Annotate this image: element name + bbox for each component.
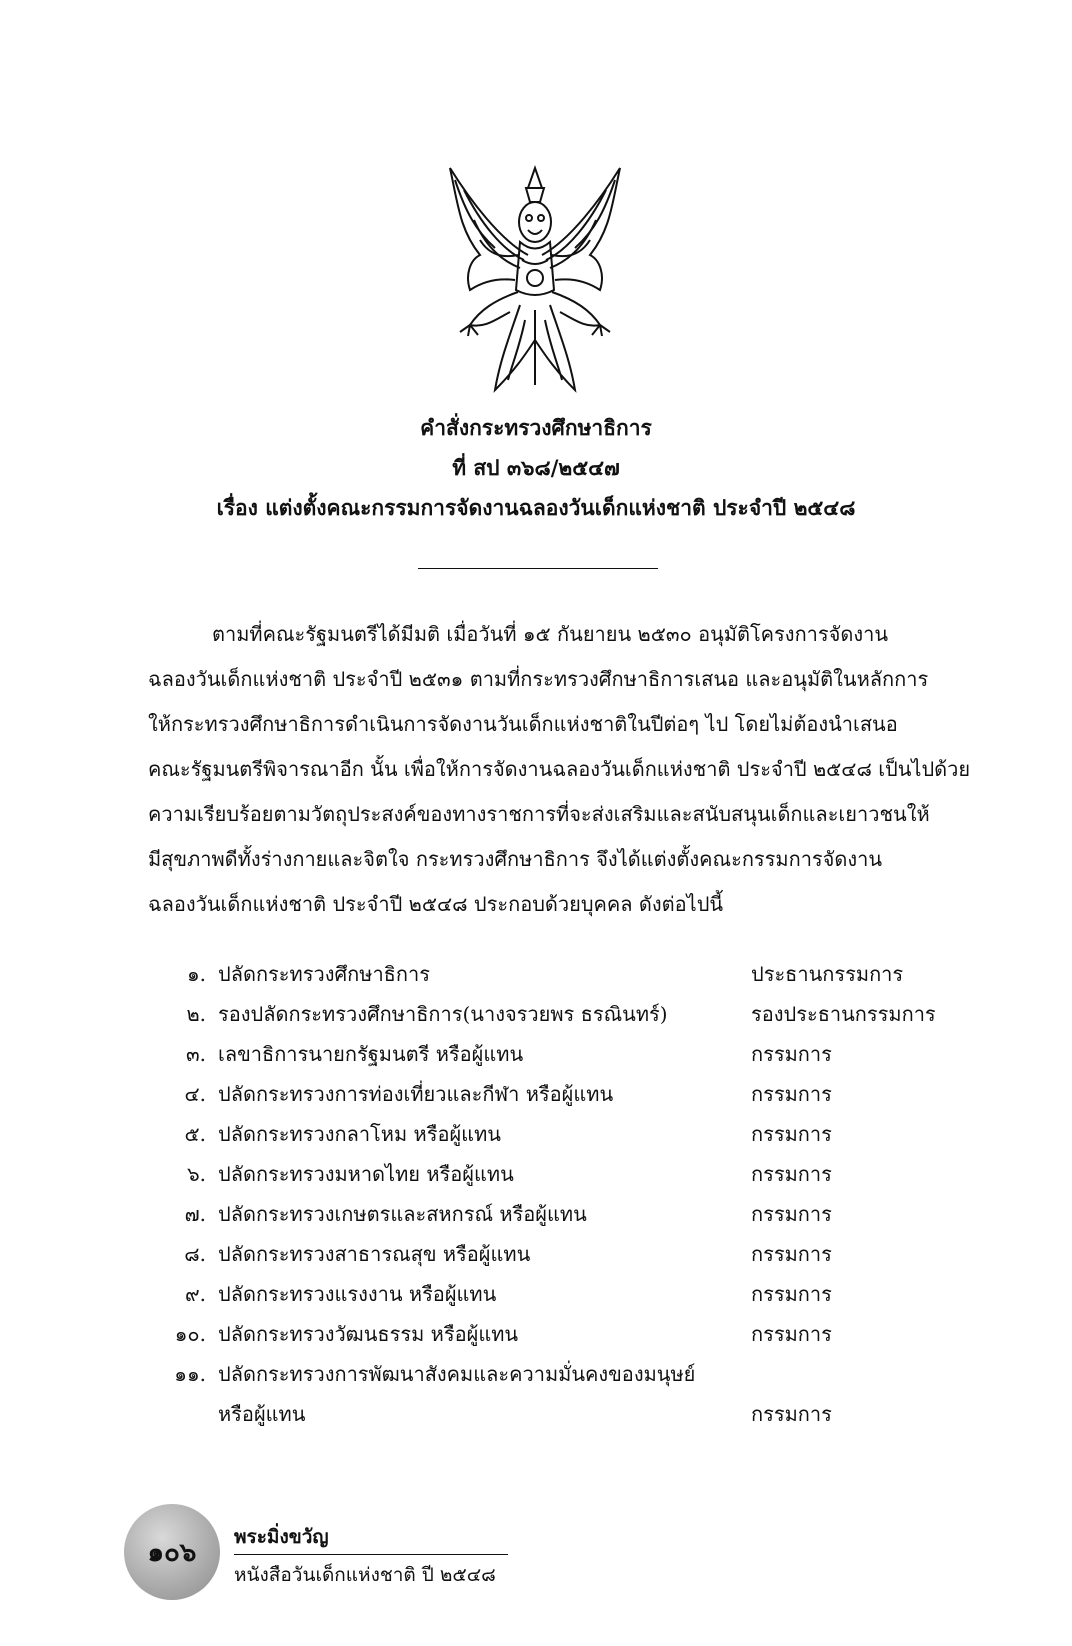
footer-subtitle: หนังสือวันเด็กแห่งชาติ ปี ๒๕๔๘ <box>234 1564 496 1586</box>
member-name: ปลัดกระทรวงแรงงาน หรือผู้แทน <box>218 1282 497 1306</box>
list-item <box>0 1158 1072 1198</box>
list-item <box>0 1238 1072 1278</box>
page-number: ๑๐๖ <box>147 1537 197 1568</box>
member-number: ๘. <box>184 1242 206 1266</box>
member-role: กรรมการ <box>751 1282 832 1306</box>
member-number: ๑๐. <box>174 1322 206 1346</box>
list-item <box>0 1358 1072 1398</box>
footer-divider <box>234 1554 508 1555</box>
garuda-emblem-icon <box>440 160 630 395</box>
member-number: ๗. <box>184 1202 206 1226</box>
list-item <box>0 1038 1072 1078</box>
list-item <box>0 998 1072 1038</box>
member-name: หรือผู้แทน <box>218 1402 306 1426</box>
member-name: เลขาธิการนายกรัฐมนตรี หรือผู้แทน <box>218 1042 524 1066</box>
member-name: ปลัดกระทรวงเกษตรและสหกรณ์ หรือผู้แทน <box>218 1202 587 1226</box>
member-role: ประธานกรรมการ <box>751 962 904 986</box>
list-item <box>0 1078 1072 1118</box>
member-name: ปลัดกระทรวงมหาดไทย หรือผู้แทน <box>218 1162 514 1186</box>
body-line: คณะรัฐมนตรีพิจารณาอีก นั้น เพื่อให้การจัดงานฉลองวันเด็กแห่งชาติ ประจำปี ๒๕๔๘ เป็นไปด้วย <box>148 757 971 781</box>
body-line: ให้กระทรวงศึกษาธิการดำเนินการจัดงานวันเด็กแห่งชาติในปีต่อๆ ไป โดยไม่ต้องนำเสนอ <box>148 712 898 736</box>
list-item <box>0 1198 1072 1238</box>
header-divider <box>418 568 658 569</box>
member-role: กรรมการ <box>751 1322 832 1346</box>
page-number-badge <box>124 1504 220 1600</box>
member-name: ปลัดกระทรวงกลาโหม หรือผู้แทน <box>218 1122 501 1146</box>
member-name: ปลัดกระทรวงวัฒนธรรม หรือผู้แทน <box>218 1322 519 1346</box>
member-number: ๒. <box>186 1002 206 1026</box>
list-item <box>0 958 1072 998</box>
member-number: ๕. <box>184 1122 206 1146</box>
member-number: ๓. <box>185 1042 206 1066</box>
member-role: กรรมการ <box>751 1402 832 1426</box>
member-role: กรรมการ <box>751 1042 832 1066</box>
order-subject: เรื่อง แต่งตั้งคณะกรรมการจัดงานฉลองวันเด็กแห่งชาติ ประจำปี ๒๕๔๘ <box>216 495 856 520</box>
member-number: ๑. <box>186 962 206 986</box>
order-body <box>148 612 971 927</box>
order-title: คำสั่งกระทรวงศึกษาธิการ <box>420 415 652 440</box>
member-role: กรรมการ <box>751 1162 832 1186</box>
list-item <box>0 1118 1072 1158</box>
list-item <box>0 1398 1072 1438</box>
member-name: ปลัดกระทรวงการพัฒนาสังคมและความมั่นคงของมนุษย์ <box>218 1362 696 1386</box>
body-line: ฉลองวันเด็กแห่งชาติ ประจำปี ๒๕๓๑ ตามที่กระทรวงศึกษาธิการเสนอ และอนุมัติในหลักการ <box>148 667 929 691</box>
list-item <box>0 1318 1072 1358</box>
member-name: ปลัดกระทรวงศึกษาธิการ <box>218 962 430 986</box>
list-item <box>0 1278 1072 1318</box>
footer-title: พระมิ่งขวัญ <box>234 1526 329 1548</box>
member-number: ๑๑. <box>174 1362 206 1386</box>
member-number: ๙. <box>184 1282 206 1306</box>
body-line: ฉลองวันเด็กแห่งชาติ ประจำปี ๒๕๔๘ ประกอบด้วยบุคคล ดังต่อไปนี้ <box>148 892 724 916</box>
member-role: กรรมการ <box>751 1242 832 1266</box>
member-number: ๖. <box>186 1162 206 1186</box>
body-line: ความเรียบร้อยตามวัตถุประสงค์ของทางราชการที่จะส่งเสริมและสนับสนุนเด็กและเยาวชนให้ <box>148 802 930 826</box>
member-role: รองประธานกรรมการ <box>751 1002 936 1026</box>
order-header <box>0 408 1072 528</box>
order-number: ที่ สป ๓๖๘/๒๕๔๗ <box>452 455 620 480</box>
member-name: ปลัดกระทรวงสาธารณสุข หรือผู้แทน <box>218 1242 531 1266</box>
member-name: ปลัดกระทรวงการท่องเที่ยวและกีฬา หรือผู้แทน <box>218 1082 614 1106</box>
member-role: กรรมการ <box>751 1122 832 1146</box>
member-role: กรรมการ <box>751 1082 832 1106</box>
member-name: รองปลัดกระทรวงศึกษาธิการ(นางจรวยพร ธรณินทร์) <box>218 1002 668 1026</box>
body-line: ตามที่คณะรัฐมนตรีได้มีมติ เมื่อวันที่ ๑๕ กันยายน ๒๕๓๐ อนุมัติโครงการจัดงาน <box>212 622 889 646</box>
member-role: กรรมการ <box>751 1202 832 1226</box>
member-number: ๔. <box>184 1082 206 1106</box>
body-line: มีสุขภาพดีทั้งร่างกายและจิตใจ กระทรวงศึกษาธิการ จึงได้แต่งตั้งคณะกรรมการจัดงาน <box>148 847 883 871</box>
